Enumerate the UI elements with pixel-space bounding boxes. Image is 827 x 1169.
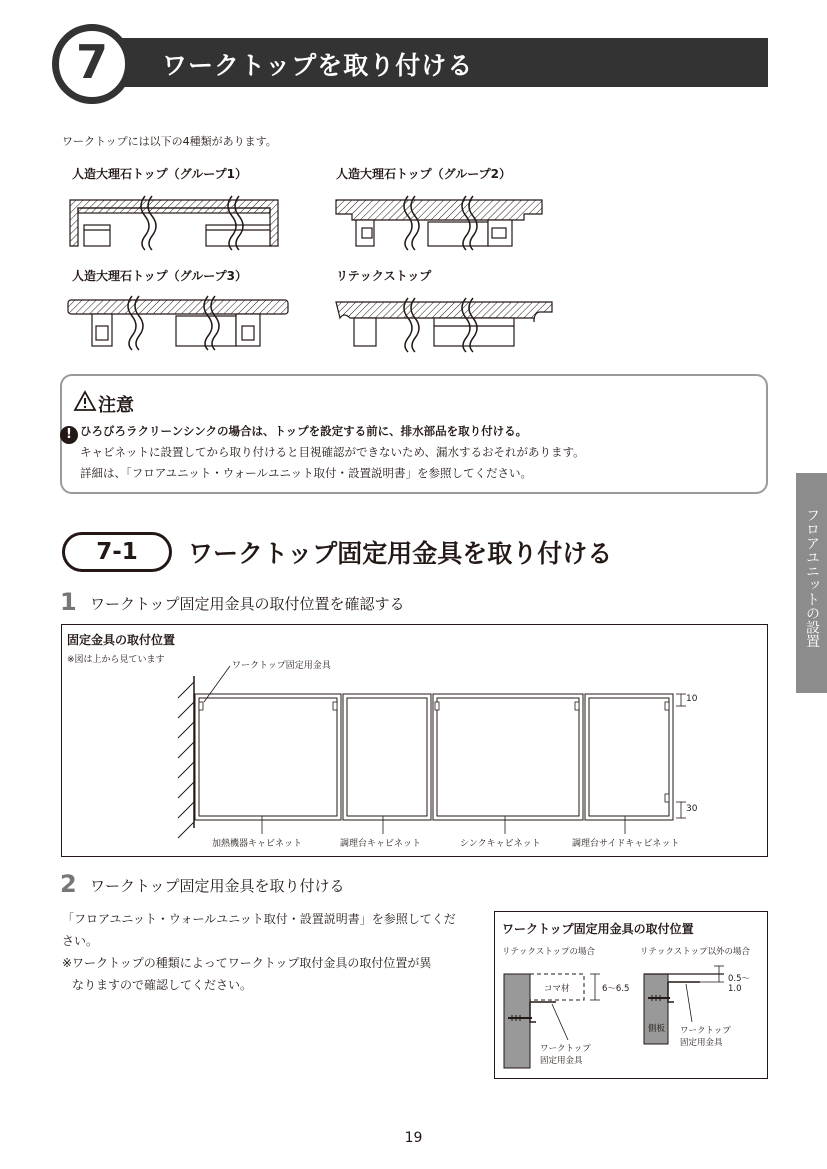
step-1-text: ワークトップ固定用金具の取付位置を確認する bbox=[90, 595, 405, 613]
cabinet-label-sink: シンクキャビネット bbox=[460, 839, 541, 849]
step-2-body-2: さい。 bbox=[62, 934, 99, 948]
caution-line-1: キャビネットに設置してから取り付けると目視確認ができないため、漏水するおそれがあります。 bbox=[80, 445, 585, 459]
subsection-number: 7-1 bbox=[96, 539, 138, 565]
type-label-litex: リテックストップ bbox=[336, 269, 432, 283]
section-number: 7 bbox=[75, 35, 108, 89]
step-2-body-4: なりますので確認してください。 bbox=[72, 978, 253, 992]
figure-1-callout: ワークトップ固定用金具 bbox=[232, 661, 331, 671]
section-title: ワークトップを取り付ける bbox=[162, 51, 474, 80]
cabinet-label-heating: 加熱機器キャビネット bbox=[212, 839, 303, 849]
type-label-group2: 人造大理石トップ（グループ2） bbox=[336, 167, 512, 181]
chapter-side-tab-label: フロアユニットの設置 bbox=[804, 508, 820, 648]
caution-title: 注意 bbox=[98, 395, 134, 416]
dimension-other-1: 0.5〜 bbox=[728, 974, 751, 984]
figure-2-title: ワークトップ固定用金具の取付位置 bbox=[502, 922, 694, 936]
dimension-top: 10 bbox=[686, 694, 698, 704]
dimension-bottom: 30 bbox=[686, 804, 698, 814]
dimension-litex: 6〜6.5 bbox=[602, 984, 630, 994]
step-1-number: 1 bbox=[60, 588, 77, 616]
exclamation-icon: ! bbox=[60, 426, 78, 444]
cabinet-label-prep: 調理台キャビネット bbox=[340, 839, 422, 849]
step-2-body-1: 「フロアユニット・ウォールユニット取付・設置説明書」を参照してくだ bbox=[62, 912, 456, 926]
step-2-number: 2 bbox=[60, 870, 77, 898]
bracket-label-right-1: ワークトップ bbox=[680, 1026, 731, 1036]
cabinet-label-side: 調理台サイドキャビネット bbox=[572, 839, 680, 849]
bracket-label-right-2: 固定用金具 bbox=[680, 1038, 723, 1048]
caution-line-2: 詳細は、「フロアユニット・ウォールユニット取付・設置説明書」を参照してください。 bbox=[80, 466, 533, 480]
side-panel-label: 側板 bbox=[648, 1024, 666, 1034]
step-2-text: ワークトップ固定用金具を取り付ける bbox=[90, 877, 345, 895]
intro-text: ワークトップには以下の4種類があります。 bbox=[62, 135, 277, 148]
type-label-group1: 人造大理石トップ（グループ1） bbox=[72, 167, 248, 181]
caution-bold-line: ひろびろラクリーンシンクの場合は、トップを設定する前に、排水部品を取り付ける。 bbox=[80, 424, 528, 438]
page-number: 19 bbox=[404, 1130, 423, 1146]
koma-label: コマ材 bbox=[544, 984, 570, 994]
bracket-label-left-2: 固定用金具 bbox=[540, 1056, 583, 1066]
bracket-label-left-1: ワークトップ bbox=[540, 1044, 591, 1054]
step-2-body-3: ※ワークトップの種類によってワークトップ取付金具の取付位置が異 bbox=[62, 956, 432, 970]
figure-2-left-case: リテックストップの場合 bbox=[502, 947, 595, 957]
dimension-other-2: 1.0 bbox=[728, 984, 742, 994]
subsection-title: ワークトップ固定用金具を取り付ける bbox=[188, 539, 613, 568]
figure-2-right-case: リテックストップ以外の場合 bbox=[640, 947, 750, 957]
type-label-group3: 人造大理石トップ（グループ3） bbox=[72, 269, 248, 283]
figure-1-note: ※図は上から見ています bbox=[67, 655, 165, 665]
figure-1-title: 固定金具の取付位置 bbox=[67, 633, 176, 647]
